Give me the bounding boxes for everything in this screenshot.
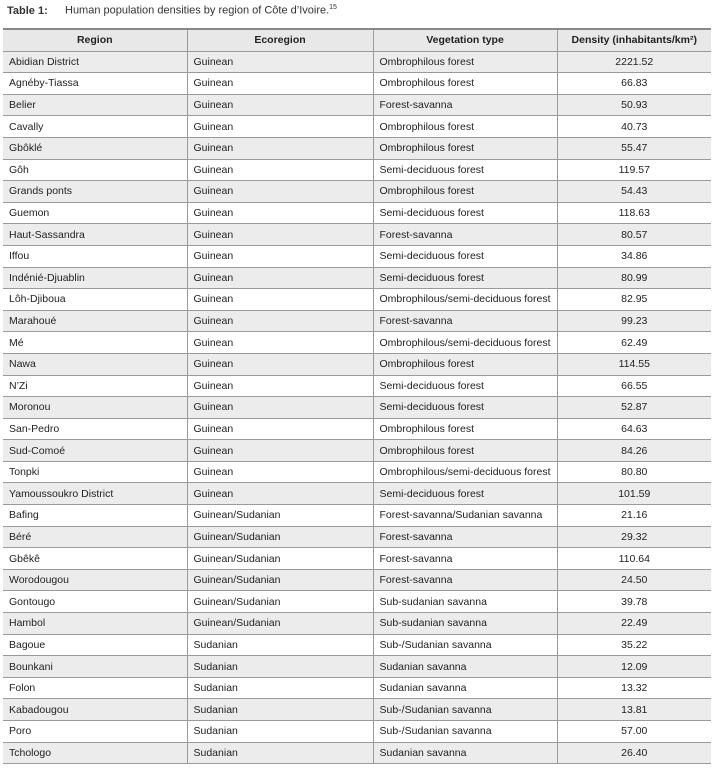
density-cell: 52.87 xyxy=(557,397,711,419)
table-row xyxy=(3,181,711,203)
density-cell: 55.47 xyxy=(557,137,711,159)
region-cell: Indénié-Djuablin xyxy=(3,267,187,289)
header-vegetation: Vegetation type xyxy=(373,29,557,51)
table-row xyxy=(3,224,711,246)
density-cell: 12.09 xyxy=(557,656,711,678)
region-cell: Agnéby-Tiassa xyxy=(3,73,187,95)
table-row xyxy=(3,721,711,743)
caption-label: Table 1: xyxy=(7,4,48,17)
table-row xyxy=(3,677,711,699)
table-row xyxy=(3,116,711,138)
ecoregion-cell: Sudanian xyxy=(187,677,373,699)
region-cell: Bagoue xyxy=(3,634,187,656)
table-row xyxy=(3,656,711,678)
ecoregion-cell: Sudanian xyxy=(187,699,373,721)
ecoregion-cell: Guinean xyxy=(187,289,373,311)
vegetation-cell: Semi-deciduous forest xyxy=(373,202,557,224)
ecoregion-cell: Guinean xyxy=(187,245,373,267)
region-cell: Haut-Sassandra xyxy=(3,224,187,246)
vegetation-cell: Sudanian savanna xyxy=(373,656,557,678)
caption-text: Human population densities by region of Côte d’Ivoire. xyxy=(65,4,330,17)
table-row xyxy=(3,94,711,116)
table-row xyxy=(3,267,711,289)
density-cell: 118.63 xyxy=(557,202,711,224)
table-row xyxy=(3,742,711,764)
vegetation-cell: Sub-sudanian savanna xyxy=(373,613,557,635)
density-cell: 34.86 xyxy=(557,245,711,267)
region-cell: Gbôklé xyxy=(3,137,187,159)
vegetation-cell: Forest-savanna xyxy=(373,526,557,548)
density-cell: 13.32 xyxy=(557,677,711,699)
density-cell: 54.43 xyxy=(557,181,711,203)
vegetation-cell: Forest-savanna xyxy=(373,224,557,246)
region-cell: Hambol xyxy=(3,613,187,635)
table-row xyxy=(3,548,711,570)
table-row xyxy=(3,613,711,635)
ecoregion-cell: Guinean/Sudanian xyxy=(187,613,373,635)
density-cell: 21.16 xyxy=(557,505,711,527)
vegetation-cell: Sudanian savanna xyxy=(373,742,557,764)
table-row xyxy=(3,375,711,397)
table-row xyxy=(3,699,711,721)
region-cell: Tonpki xyxy=(3,461,187,483)
ecoregion-cell: Guinean xyxy=(187,51,373,73)
ecoregion-cell: Guinean/Sudanian xyxy=(187,548,373,570)
region-cell: Guemon xyxy=(3,202,187,224)
ecoregion-cell: Sudanian xyxy=(187,721,373,743)
vegetation-cell: Semi-deciduous forest xyxy=(373,483,557,505)
vegetation-cell: Sub-sudanian savanna xyxy=(373,591,557,613)
region-cell: Tchologo xyxy=(3,742,187,764)
table-row xyxy=(3,461,711,483)
vegetation-cell: Ombrophilous forest xyxy=(373,51,557,73)
table-row xyxy=(3,569,711,591)
vegetation-cell: Ombrophilous/semi-deciduous forest xyxy=(373,289,557,311)
table-row xyxy=(3,526,711,548)
vegetation-cell: Semi-deciduous forest xyxy=(373,159,557,181)
vegetation-cell: Semi-deciduous forest xyxy=(373,375,557,397)
region-cell: Gbêkê xyxy=(3,548,187,570)
density-cell: 99.23 xyxy=(557,310,711,332)
vegetation-cell: Ombrophilous forest xyxy=(373,440,557,462)
table-row xyxy=(3,418,711,440)
region-cell: Sud-Comoé xyxy=(3,440,187,462)
ecoregion-cell: Guinean xyxy=(187,332,373,354)
density-cell: 2221.52 xyxy=(557,51,711,73)
table-row xyxy=(3,505,711,527)
table-row xyxy=(3,245,711,267)
ecoregion-cell: Guinean xyxy=(187,94,373,116)
table-row xyxy=(3,289,711,311)
density-cell: 26.40 xyxy=(557,742,711,764)
table-row xyxy=(3,397,711,419)
region-cell: Abidian District xyxy=(3,51,187,73)
ecoregion-cell: Guinean xyxy=(187,267,373,289)
ecoregion-cell: Guinean/Sudanian xyxy=(187,591,373,613)
table-row xyxy=(3,159,711,181)
table-row xyxy=(3,634,711,656)
table-row xyxy=(3,353,711,375)
region-cell: Belier xyxy=(3,94,187,116)
vegetation-cell: Ombrophilous/semi-deciduous forest xyxy=(373,461,557,483)
density-cell: 39.78 xyxy=(557,591,711,613)
ecoregion-cell: Guinean xyxy=(187,137,373,159)
region-cell: Béré xyxy=(3,526,187,548)
ecoregion-cell: Guinean/Sudanian xyxy=(187,526,373,548)
table-row xyxy=(3,310,711,332)
density-cell: 35.22 xyxy=(557,634,711,656)
vegetation-cell: Ombrophilous forest xyxy=(373,73,557,95)
ecoregion-cell: Guinean xyxy=(187,202,373,224)
vegetation-cell: Ombrophilous/semi-deciduous forest xyxy=(373,332,557,354)
vegetation-cell: Semi-deciduous forest xyxy=(373,397,557,419)
table-row xyxy=(3,591,711,613)
population-density-table xyxy=(3,28,711,764)
region-cell: Lôh-Djiboua xyxy=(3,289,187,311)
vegetation-cell: Ombrophilous forest xyxy=(373,137,557,159)
ecoregion-cell: Guinean xyxy=(187,418,373,440)
caption-reference: 15 xyxy=(329,4,337,11)
density-cell: 57.00 xyxy=(557,721,711,743)
density-cell: 66.55 xyxy=(557,375,711,397)
region-cell: Folon xyxy=(3,677,187,699)
region-cell: Kabadougou xyxy=(3,699,187,721)
ecoregion-cell: Guinean xyxy=(187,483,373,505)
region-cell: Worodougou xyxy=(3,569,187,591)
vegetation-cell: Ombrophilous forest xyxy=(373,116,557,138)
header-density: Density (inhabitants/km²) xyxy=(557,29,711,51)
vegetation-cell: Forest-savanna/Sudanian savanna xyxy=(373,505,557,527)
region-cell: Marahoué xyxy=(3,310,187,332)
vegetation-cell: Ombrophilous forest xyxy=(373,353,557,375)
density-cell: 40.73 xyxy=(557,116,711,138)
region-cell: Bafing xyxy=(3,505,187,527)
region-cell: Mé xyxy=(3,332,187,354)
density-cell: 80.80 xyxy=(557,461,711,483)
region-cell: Bounkani xyxy=(3,656,187,678)
vegetation-cell: Sub-/Sudanian savanna xyxy=(373,634,557,656)
ecoregion-cell: Guinean xyxy=(187,159,373,181)
table-row xyxy=(3,332,711,354)
ecoregion-cell: Guinean xyxy=(187,310,373,332)
ecoregion-cell: Sudanian xyxy=(187,742,373,764)
density-cell: 114.55 xyxy=(557,353,711,375)
vegetation-cell: Semi-deciduous forest xyxy=(373,267,557,289)
region-cell: Moronou xyxy=(3,397,187,419)
region-cell: Yamoussoukro District xyxy=(3,483,187,505)
density-cell: 101.59 xyxy=(557,483,711,505)
region-cell: Cavally xyxy=(3,116,187,138)
ecoregion-cell: Guinean xyxy=(187,353,373,375)
vegetation-cell: Semi-deciduous forest xyxy=(373,245,557,267)
vegetation-cell: Forest-savanna xyxy=(373,310,557,332)
ecoregion-cell: Guinean xyxy=(187,440,373,462)
density-cell: 62.49 xyxy=(557,332,711,354)
region-cell: San-Pedro xyxy=(3,418,187,440)
density-cell: 64.63 xyxy=(557,418,711,440)
table-row xyxy=(3,137,711,159)
ecoregion-cell: Guinean xyxy=(187,181,373,203)
ecoregion-cell: Guinean xyxy=(187,397,373,419)
vegetation-cell: Forest-savanna xyxy=(373,548,557,570)
table-row xyxy=(3,440,711,462)
table-row xyxy=(3,73,711,95)
density-cell: 110.64 xyxy=(557,548,711,570)
table-row xyxy=(3,483,711,505)
vegetation-cell: Ombrophilous forest xyxy=(373,418,557,440)
region-cell: Gôh xyxy=(3,159,187,181)
density-cell: 80.57 xyxy=(557,224,711,246)
ecoregion-cell: Guinean xyxy=(187,116,373,138)
vegetation-cell: Sub-/Sudanian savanna xyxy=(373,721,557,743)
ecoregion-cell: Sudanian xyxy=(187,656,373,678)
density-cell: 50.93 xyxy=(557,94,711,116)
ecoregion-cell: Guinean xyxy=(187,73,373,95)
region-cell: Nawa xyxy=(3,353,187,375)
density-cell: 66.83 xyxy=(557,73,711,95)
region-cell: Gontougo xyxy=(3,591,187,613)
header-ecoregion: Ecoregion xyxy=(187,29,373,51)
density-cell: 13.81 xyxy=(557,699,711,721)
ecoregion-cell: Sudanian xyxy=(187,634,373,656)
density-cell: 24.50 xyxy=(557,569,711,591)
header-region: Region xyxy=(3,29,187,51)
header-row xyxy=(3,29,711,51)
region-cell: Iffou xyxy=(3,245,187,267)
density-cell: 82.95 xyxy=(557,289,711,311)
ecoregion-cell: Guinean/Sudanian xyxy=(187,505,373,527)
ecoregion-cell: Guinean/Sudanian xyxy=(187,569,373,591)
table-caption xyxy=(7,4,337,17)
region-cell: Grands ponts xyxy=(3,181,187,203)
density-cell: 29.32 xyxy=(557,526,711,548)
ecoregion-cell: Guinean xyxy=(187,224,373,246)
density-cell: 22.49 xyxy=(557,613,711,635)
vegetation-cell: Sub-/Sudanian savanna xyxy=(373,699,557,721)
table-row xyxy=(3,51,711,73)
ecoregion-cell: Guinean xyxy=(187,461,373,483)
vegetation-cell: Forest-savanna xyxy=(373,94,557,116)
region-cell: Poro xyxy=(3,721,187,743)
density-cell: 119.57 xyxy=(557,159,711,181)
vegetation-cell: Sudanian savanna xyxy=(373,677,557,699)
region-cell: N’Zi xyxy=(3,375,187,397)
table-row xyxy=(3,202,711,224)
ecoregion-cell: Guinean xyxy=(187,375,373,397)
density-cell: 80.99 xyxy=(557,267,711,289)
vegetation-cell: Forest-savanna xyxy=(373,569,557,591)
density-cell: 84.26 xyxy=(557,440,711,462)
vegetation-cell: Ombrophilous forest xyxy=(373,181,557,203)
